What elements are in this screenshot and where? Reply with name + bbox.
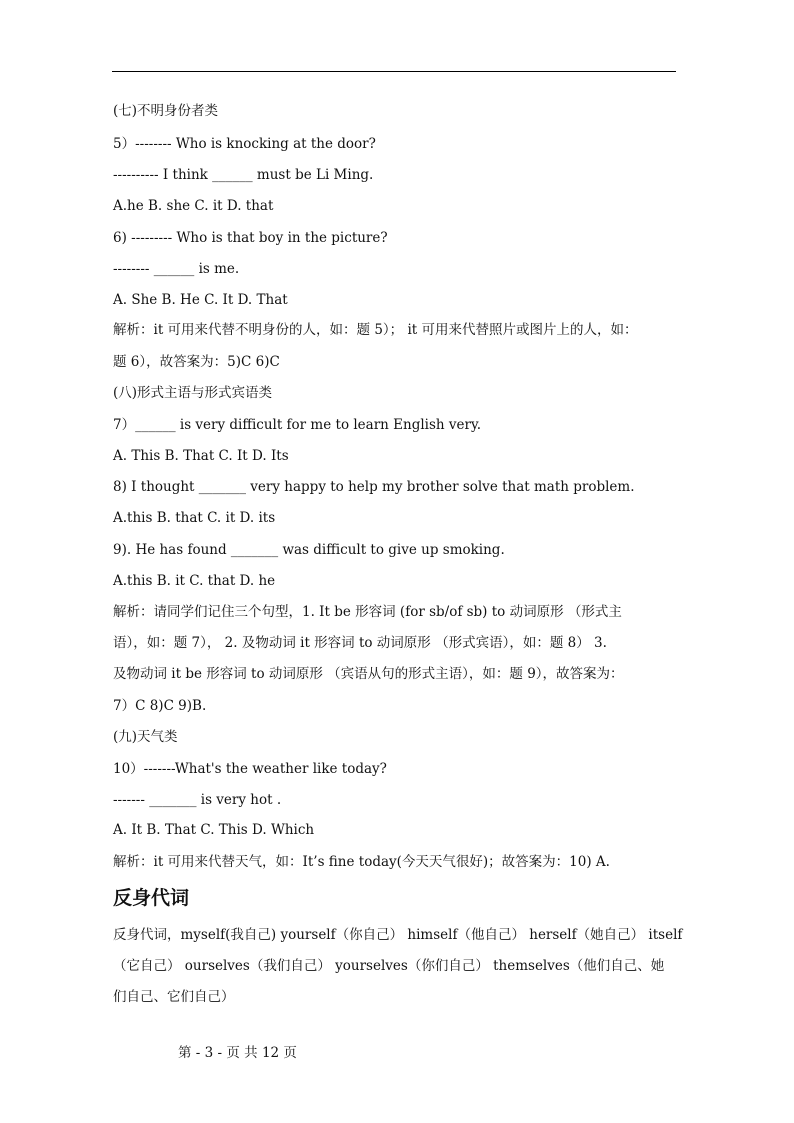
question-9-options: A.this B. it C. that D. he: [113, 573, 276, 589]
question-6-answer-line: -------- ______ is me.: [113, 261, 240, 277]
header-rule: [112, 71, 676, 72]
question-8-options: A.this B. that C. it D. its: [113, 510, 276, 526]
question-5-answer-line: ---------- I think ______ must be Li Ming.: [113, 167, 374, 183]
question-10-options: A. It B. That C. This D. Which: [113, 822, 315, 838]
explanation-2-line-2: 语），如：题 7）， 2. 及物动词 it 形容词 to 动词原形 （形式宾语），如：题 8） 3.: [113, 635, 607, 651]
section-title-8: (八)形式主语与形式宾语类: [113, 385, 273, 401]
question-10: 10）-------What's the weather like today?: [113, 761, 387, 777]
explanation-1-line-2: 题 6），故答案为：5)C 6)C: [113, 354, 280, 370]
question-6: 6) --------- Who is that boy in the picture?: [113, 230, 388, 246]
question-7: 7）______ is very difficult for me to learn English very.: [113, 417, 482, 433]
question-9: 9). He has found _______ was difficult to give up smoking.: [113, 542, 505, 558]
question-7-options: A. This B. That C. It D. Its: [113, 448, 289, 464]
explanation-2-line-3: 及物动词 it be 形容词 to 动词原形 （宾语从句的形式主语），如：题 9），故答案为：: [113, 666, 624, 682]
section-title-7: (七)不明身份者类: [113, 103, 219, 119]
section-heading-reflexive-pronouns: 反身代词: [113, 887, 190, 909]
reflexive-pronouns-line-1: 反身代词，myself(我自己) yourself（你自己） himself（他自己） herself（她自己） itself: [113, 927, 683, 943]
question-10-answer-line: ------- _______ is very hot .: [113, 792, 282, 808]
question-6-options: A. She B. He C. It D. That: [113, 292, 288, 308]
explanation-2-line-4: 7）C 8)C 9)B.: [113, 698, 207, 714]
reflexive-pronouns-line-2: （它自己） ourselves（我们自己） yourselves（你们自己） themselves（他们自己、她: [113, 958, 665, 974]
explanation-3: 解析：it 可用来代替天气，如：It’s fine today(今天天气很好)；故答案为：10) A.: [113, 854, 610, 870]
explanation-2-line-1: 解析：请同学们记住三个句型，1. It be 形容词 (for sb/of sb) to 动词原形 （形式主: [113, 604, 622, 620]
page-footer: 第 - 3 - 页 共 12 页: [178, 1045, 297, 1061]
question-5: 5）-------- Who is knocking at the door?: [113, 136, 376, 152]
question-5-options: A.he B. she C. it D. that: [113, 198, 274, 214]
explanation-1-line-1: 解析：it 可用来代替不明身份的人，如：题 5）； it 可用来代替照片或图片上的人，如：: [113, 322, 638, 338]
section-title-9: (九)天气类: [113, 729, 178, 745]
reflexive-pronouns-line-3: 们自己、它们自己）: [113, 989, 235, 1005]
question-8: 8) I thought _______ very happy to help my brother solve that math problem.: [113, 479, 635, 495]
